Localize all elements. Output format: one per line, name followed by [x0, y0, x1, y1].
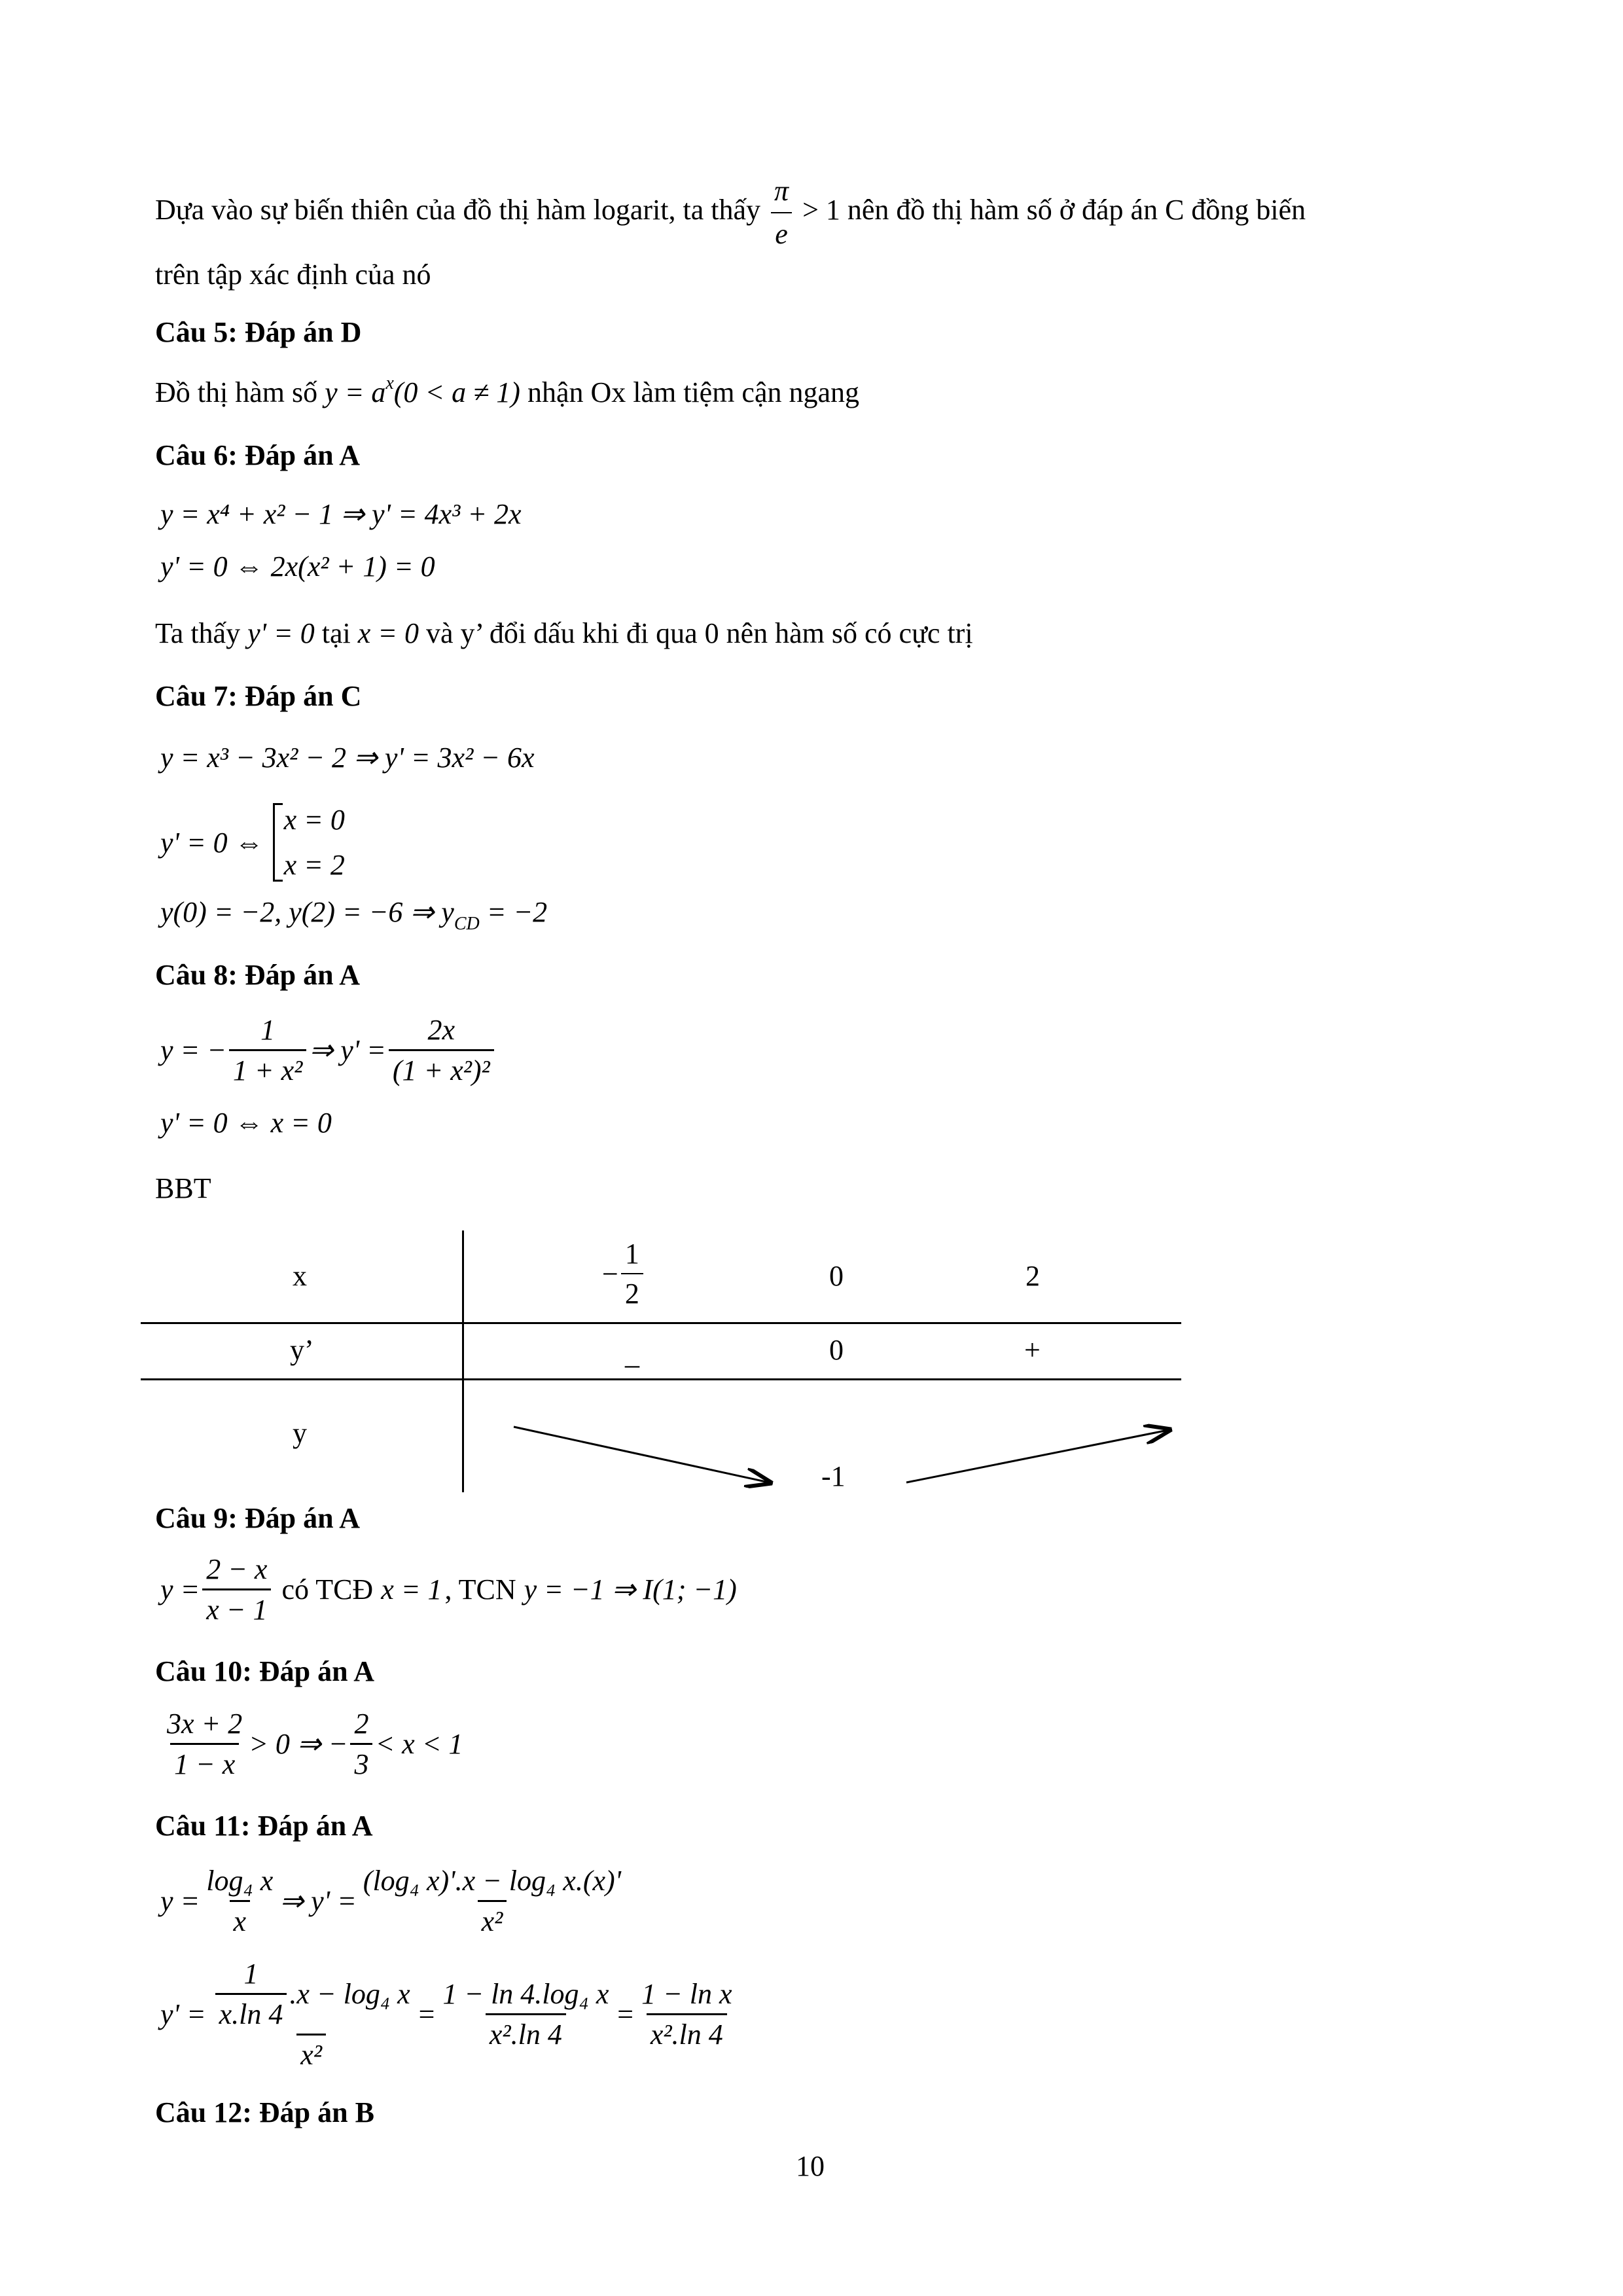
- table-dy-minus: _: [625, 1338, 639, 1371]
- q10-equation: $\frac{3x + 2}{1 - x}$ > 0 ⇒ − $\frac{2}{3}$ < x < 1: [167, 1708, 463, 1780]
- q8-equation-1: y = − $\frac{1}{\text{1 + x²}}$ ⇒ y' = $\frac{2x}{\text{(1 + x²)²}}$: [160, 1013, 497, 1087]
- q7-equation-3: y(0) = −2, y(2) = −6 ⇒ $y_{CD} = -2$: [160, 896, 548, 934]
- q8-heading: Câu 8: Đáp án A: [155, 959, 360, 991]
- intro-line-2: trên tập xác định của nó: [155, 259, 431, 291]
- q10-heading: Câu 10: Đáp án A: [155, 1655, 374, 1687]
- bbt-label: BBT: [155, 1172, 211, 1204]
- q5-text: Đồ thị hàm số $y = a^x(0 < a \ne 1)$ nhận Ox làm tiệm cận ngang: [155, 373, 860, 408]
- table-y-min-value: -1: [821, 1460, 846, 1492]
- q6-note: Ta thấy y' = 0 tại x = 0 và y’ đổi dấu khi đi qua 0 nên hàm số có cực trị: [155, 617, 973, 649]
- intro-line-1: Dựa vào sự biến thiên của đồ thị hàm logarit, ta thấy $\frac{\pi}{e}$ > 1 nên đồ thị hàm số ở đáp án C đồng biến: [155, 173, 1306, 253]
- q6-equation-1: y = x⁴ + x² − 1 ⇒ y' = 4x³ + 2x: [160, 498, 522, 530]
- table-row-dy-label: y’: [290, 1334, 314, 1366]
- q11-equation-2: y' = $\frac{1}{x.\ln 4}$ .x − log₄ x x² = $\frac{\text{1 − ln 4.log₄ x}}{\text{x².ln 4}}$ = $\frac{\text{1 − ln x}}{\text{x².ln 4}}$: [160, 1958, 732, 2071]
- table-dy-zero: 0: [829, 1334, 844, 1366]
- table-row-y-label: y: [293, 1417, 307, 1449]
- pi-over-e-fraction: $\frac{\pi}{e}$: [770, 173, 793, 253]
- q11-heading: Câu 11: Đáp án A: [155, 1810, 373, 1842]
- q8-equation-2: y' = 0 ⇔ x = 0: [160, 1107, 332, 1139]
- q12-heading: Câu 12: Đáp án B: [155, 2096, 374, 2128]
- q11-equation-1: y = $\frac{\text{log₄ x}}{x}$ ⇒ y' = $\frac{\text{(log₄ x)'.x − log₄ x.(x)'}}{\text{x²}}$: [160, 1865, 622, 1937]
- table-dy-plus: +: [1024, 1334, 1041, 1366]
- q6-equation-2: y' = 0 ⇔ 2x(x² + 1) = 0: [160, 550, 435, 583]
- table-row-x-label: x: [293, 1260, 307, 1292]
- table-x-two: 2: [1026, 1260, 1040, 1292]
- q9-heading: Câu 9: Đáp án A: [155, 1502, 360, 1534]
- decreasing-arrow: [514, 1427, 769, 1482]
- q5-heading: Câu 5: Đáp án D: [155, 316, 362, 348]
- q7-heading: Câu 7: Đáp án C: [155, 680, 362, 712]
- q7-equation-1: y = x³ − 3x² − 2 ⇒ y' = 3x² − 6x: [160, 742, 535, 774]
- table-x-zero: 0: [829, 1260, 844, 1292]
- q7-equation-2: y' = 0 ⇔ x = 0 x = 2: [160, 804, 345, 881]
- q9-equation: y = $\frac{2 - x}{x - 1}$ có TCĐ x = 1 , TCN y = −1 ⇒ I(1; −1): [160, 1553, 737, 1626]
- variation-table: [141, 1230, 1181, 1492]
- increasing-arrow: [906, 1430, 1168, 1482]
- page-number: 10: [796, 2150, 825, 2182]
- q5-formula: $y = a^x(0 < a \ne 1)$: [325, 373, 520, 408]
- q6-heading: Câu 6: Đáp án A: [155, 439, 360, 471]
- q7-case-bracket: x = 0 x = 2: [273, 803, 345, 882]
- table-arrows: [141, 1230, 1181, 1492]
- table-x-neg-half: − $\frac{1}{2}$: [602, 1237, 646, 1310]
